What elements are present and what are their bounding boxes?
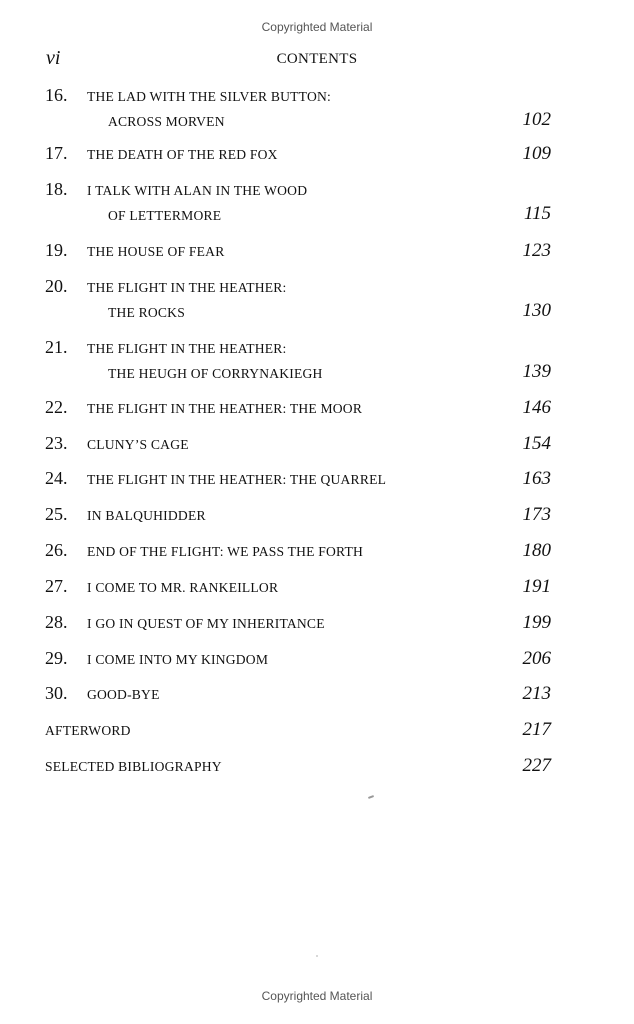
chapter-title: THE FLIGHT IN THE HEATHER: <box>87 280 287 295</box>
page-number: 130 <box>522 300 551 321</box>
chapter-title-continued: THE HEUGH OF CORRYNAKIEGH <box>108 366 323 381</box>
chapter-number: 18. <box>45 179 68 199</box>
copyright-notice-bottom: Copyrighted Material <box>261 989 373 1003</box>
chapter-number: 21. <box>45 337 68 357</box>
chapter-number: 28. <box>45 612 68 632</box>
page-folio: vi <box>46 47 61 69</box>
chapter-title: IN BALQUHIDDER <box>87 508 206 523</box>
page-number: 213 <box>522 683 551 704</box>
page-number: 199 <box>522 612 551 633</box>
chapter-title: THE HOUSE OF FEAR <box>87 244 225 259</box>
chapter-title: I COME INTO MY KINGDOM <box>87 652 269 667</box>
chapter-title: I GO IN QUEST OF MY INHERITANCE <box>87 616 325 631</box>
chapter-title-continued: ACROSS MORVEN <box>108 114 225 129</box>
chapter-number: 26. <box>45 540 68 560</box>
page-number: 146 <box>522 397 551 418</box>
chapter-number: 22. <box>45 397 68 417</box>
page-number: 206 <box>522 648 551 669</box>
chapter-number: 24. <box>45 468 68 488</box>
back-matter-title: AFTERWORD <box>45 723 131 738</box>
page-number: 115 <box>523 203 551 224</box>
chapter-title: END OF THE FLIGHT: WE PASS THE FORTH <box>87 544 363 559</box>
chapter-number: 30. <box>45 683 68 703</box>
page-number: 191 <box>522 576 551 597</box>
chapter-number: 29. <box>45 648 68 668</box>
chapter-number: 19. <box>45 240 68 260</box>
chapter-number: 16. <box>45 85 68 105</box>
page-number: 109 <box>522 143 551 164</box>
chapter-title: GOOD-BYE <box>87 687 160 702</box>
page-number: 163 <box>522 468 551 489</box>
chapter-number: 20. <box>45 276 68 296</box>
chapter-title: THE DEATH OF THE RED FOX <box>87 147 278 162</box>
back-matter-title: SELECTED BIBLIOGRAPHY <box>45 759 222 774</box>
page-number: 173 <box>522 504 551 525</box>
chapter-title: CLUNY’S CAGE <box>87 437 189 452</box>
page-number: 123 <box>522 240 551 261</box>
chapter-title: THE FLIGHT IN THE HEATHER: THE MOOR <box>87 401 363 416</box>
chapter-title: THE LAD WITH THE SILVER BUTTON: <box>87 89 331 104</box>
page-title: CONTENTS <box>276 51 358 67</box>
chapter-number: 23. <box>45 433 68 453</box>
chapter-title: THE FLIGHT IN THE HEATHER: <box>87 341 287 356</box>
chapter-title: THE FLIGHT IN THE HEATHER: THE QUARREL <box>87 472 387 487</box>
chapter-title-continued: THE ROCKS <box>108 305 185 320</box>
copyright-notice-top: Copyrighted Material <box>261 20 373 34</box>
chapter-title: I TALK WITH ALAN IN THE WOOD <box>87 183 308 198</box>
page-number: 139 <box>522 361 551 382</box>
chapter-number: 25. <box>45 504 68 524</box>
page-number: 154 <box>522 433 551 454</box>
chapter-title: I COME TO MR. RANKEILLOR <box>87 580 279 595</box>
page-number: 180 <box>522 540 551 561</box>
page-number: 227 <box>522 755 551 776</box>
scan-speck <box>316 955 318 957</box>
chapter-title-continued: OF LETTERMORE <box>108 208 222 223</box>
page-number: 217 <box>522 719 551 740</box>
page-number: 102 <box>522 109 551 130</box>
chapter-number: 27. <box>45 576 68 596</box>
chapter-number: 17. <box>45 143 68 163</box>
